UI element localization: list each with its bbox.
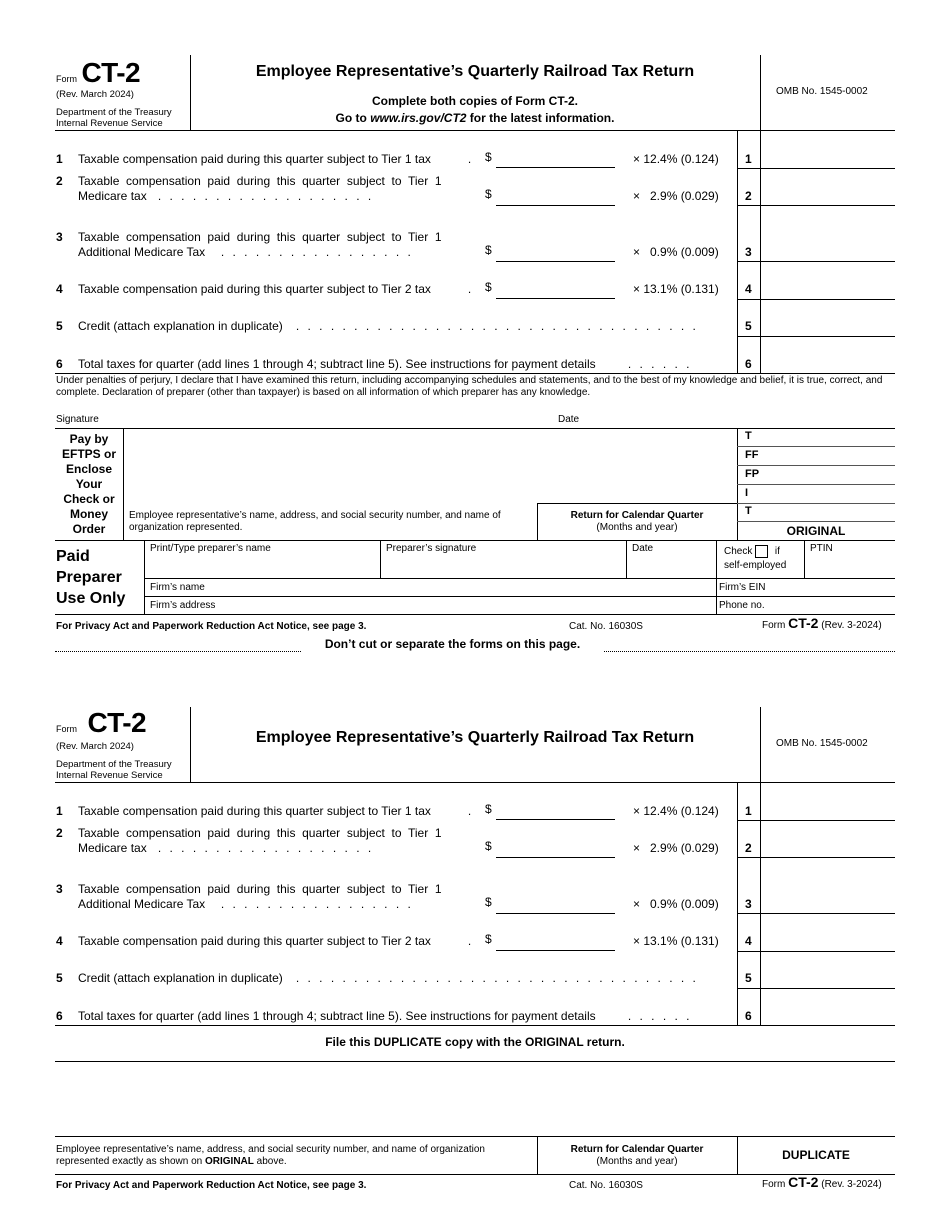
dup-box-3-label: 3 (745, 897, 752, 911)
dup-box-1-divider (737, 820, 895, 821)
form-id-block (56, 57, 140, 89)
dup-line-4-leader-dots: . (462, 934, 474, 948)
line-4-description: Taxable compensation paid during this quarter subject to Tier 2 tax (78, 282, 431, 296)
line-2-amount-field[interactable] (496, 189, 615, 205)
form-id-block-dup: Form CT-2 (56, 707, 147, 738)
box-5-divider (737, 336, 895, 337)
line-4-amount-field[interactable] (496, 282, 615, 298)
dup-line-6-number: 6 (56, 1009, 63, 1023)
footer-form-id: Form CT-2 (Rev. 3-2024) (762, 615, 882, 631)
phone-label: Phone no. (719, 600, 765, 611)
dup-line-3-dollar-sign: $ (485, 895, 492, 909)
code-t1: T (745, 430, 752, 442)
irs-label: Internal Revenue Service (56, 118, 163, 129)
box-4-divider (737, 299, 895, 300)
perjury-statement: Under penalties of perjury, I declare that I have examined this return, including accompanying schedules and statements, and to the best of my knowledge and belief, it is true, correct, and complete. Declaration of preparer (other than taxpayer) is based on all information of which preparer has any knowledge. (56, 375, 883, 398)
form-revision-dup: (Rev. March 2024) (56, 741, 134, 752)
paid-preparer-title: Paid Preparer Use Only (56, 548, 126, 607)
form-title-dup: Employee Representative’s Quarterly Railroad Tax Return (255, 729, 695, 746)
dup-line-2-amount-input[interactable] (496, 857, 615, 858)
dup-box-2-amount-field[interactable] (761, 840, 895, 857)
box-1-amount-field[interactable] (761, 151, 895, 168)
irs-link[interactable]: www.irs.gov/CT2 (370, 111, 467, 125)
dup-line-2-dollar-sign: $ (485, 839, 492, 853)
line-6-description: Total taxes for quarter (add lines 1 through 4; subtract line 5). See instructions for payment details (78, 357, 596, 371)
line-4-amount-input[interactable] (496, 298, 615, 299)
dup-line-2-rate: × 2.9% (0.029) (633, 841, 719, 855)
line-3-number: 3 (56, 230, 63, 244)
box-6-amount-field[interactable] (761, 356, 895, 373)
line-3-amount-field[interactable] (496, 245, 615, 261)
line-5-number: 5 (56, 319, 63, 333)
dup-box-4-label: 4 (745, 934, 752, 948)
dup-box-6-label: 6 (745, 1009, 752, 1023)
box-4-amount-field[interactable] (761, 282, 895, 299)
line-4-leader-dots: . (462, 282, 474, 296)
dup-line-3-leader-dots: . . . . . . . . . . . . . . . . . (215, 897, 414, 911)
line-1-amount-input[interactable] (496, 167, 615, 168)
return-quarter-label: Return for Calendar Quarter (570, 510, 704, 521)
dup-box-3-amount-field[interactable] (761, 896, 895, 913)
box-3-amount-field[interactable] (761, 244, 895, 261)
dup-box-5-label: 5 (745, 971, 752, 985)
preparer-signature-label: Preparer’s signature (386, 543, 477, 554)
dup-line-6-description: Total taxes for quarter (add lines 1 through 4; subtract line 5). See instructions for payment details (78, 1009, 596, 1023)
firm-ein-label: Firm’s EIN (719, 582, 766, 593)
box-3-label: 3 (745, 245, 752, 259)
code-fp: FP (745, 468, 760, 480)
employee-rep-field[interactable] (124, 429, 536, 509)
privacy-notice-dup: For Privacy Act and Paperwork Reduction Act Notice, see page 3. (56, 1180, 367, 1191)
dup-box-4-amount-field[interactable] (761, 934, 895, 951)
dup-line-3-amount-input[interactable] (496, 913, 615, 914)
dup-box-4-divider (737, 951, 895, 952)
line-5-description: Credit (attach explanation in duplicate) (78, 319, 283, 333)
dup-line-1-description: Taxable compensation paid during this quarter subject to Tier 1 tax (78, 804, 431, 818)
ptin-label: PTIN (810, 543, 833, 554)
line-1-description: Taxable compensation paid during this quarter subject to Tier 1 tax (78, 152, 431, 166)
line-1-leader-dots: . (462, 152, 474, 166)
dup-line-1-dollar-sign: $ (485, 802, 492, 816)
box-4-label: 4 (745, 282, 752, 296)
dup-line-2-description: Taxable compensation paid during this quarter subject to Tier 1 (78, 826, 442, 840)
cat-number-dup: Cat. No. 16030S (569, 1180, 643, 1191)
line-2-number: 2 (56, 174, 63, 188)
dept-treasury-dup: Department of the Treasury (56, 759, 172, 770)
dup-line-3-number: 3 (56, 882, 63, 896)
omb-number: OMB No. 1545-0002 (776, 86, 868, 97)
box-3-divider (737, 261, 895, 262)
line-3-description-cont: Additional Medicare Tax (78, 245, 206, 259)
self-employed-check-group: Check if (724, 546, 780, 558)
line-3-rate: × 0.9% (0.009) (633, 245, 719, 259)
dup-line-2-number: 2 (56, 826, 63, 840)
dup-box-5-divider (737, 988, 895, 989)
date-label: Date (558, 414, 580, 425)
return-quarter-label-dup: Return for Calendar Quarter (570, 1144, 704, 1155)
employee-rep-label: Employee representative’s name, address, and social security number, and name of organization represented. (129, 510, 501, 533)
form-revision: (Rev. March 2024) (56, 89, 134, 100)
dup-line-4-description: Taxable compensation paid during this quarter subject to Tier 2 tax (78, 934, 431, 948)
dup-line-4-number: 4 (56, 934, 63, 948)
cat-number: Cat. No. 16030S (569, 621, 643, 632)
box-2-label: 2 (745, 189, 752, 203)
self-employed-label: self-employed (724, 560, 787, 571)
signature-label: Signature (56, 414, 99, 425)
dup-box-2-divider (737, 857, 895, 858)
dup-line-3-amount-field[interactable] (496, 897, 615, 913)
dup-box-1-label: 1 (745, 804, 752, 818)
box-1-label: 1 (745, 152, 752, 166)
line-3-dollar-sign: $ (485, 243, 492, 257)
instruction-2: Go to www.irs.gov/CT2 for the latest information. (335, 111, 615, 125)
line-1-rate: × 12.4% (0.124) (633, 152, 719, 166)
line-3-leader-dots: . . . . . . . . . . . . . . . . . (215, 245, 414, 259)
line-4-number: 4 (56, 282, 63, 296)
line-2-rate: × 2.9% (0.029) (633, 189, 719, 203)
dup-line-6-leader-dots: . . . . . . (622, 1009, 693, 1023)
dup-line-1-leader-dots: . (462, 804, 474, 818)
line-2-description: Taxable compensation paid during this quarter subject to Tier 1 (78, 174, 442, 188)
omb-number-dup: OMB No. 1545-0002 (776, 738, 868, 749)
self-employed-checkbox[interactable] (755, 545, 768, 558)
firm-name-label: Firm’s name (150, 582, 205, 593)
dup-line-1-rate: × 12.4% (0.124) (633, 804, 719, 818)
privacy-notice: For Privacy Act and Paperwork Reduction Act Notice, see page 3. (56, 621, 367, 632)
form-number: CT-2 (81, 57, 141, 88)
dup-box-1-amount-field[interactable] (761, 803, 895, 820)
preparer-name-label: Print/Type preparer’s name (150, 543, 271, 554)
dup-line-5-leader-dots: . . . . . . . . . . . . . . . . . . . . . . . . . . . . . . . . . . . (290, 971, 699, 985)
line-1-amount-field[interactable] (496, 151, 615, 167)
dup-line-1-amount-input[interactable] (496, 819, 615, 820)
dept-treasury: Department of the Treasury (56, 107, 172, 118)
line-2-dollar-sign: $ (485, 187, 492, 201)
form-word: Form (56, 74, 77, 84)
code-i: I (745, 487, 749, 499)
dup-line-1-number: 1 (56, 804, 63, 818)
dup-box-2-label: 2 (745, 841, 752, 855)
form-title: Employee Representative’s Quarterly Railroad Tax Return (255, 63, 695, 80)
dup-line-2-description-cont: Medicare tax (78, 841, 147, 855)
line-6-leader-dots: . . . . . . (622, 357, 693, 371)
dup-line-5-number: 5 (56, 971, 63, 985)
line-4-dollar-sign: $ (485, 280, 492, 294)
dup-line-4-rate: × 13.1% (0.131) (633, 934, 719, 948)
box-1-divider (737, 168, 895, 169)
dup-line-4-amount-input[interactable] (496, 950, 615, 951)
box-2-divider (737, 205, 895, 206)
code-ff: FF (745, 449, 759, 461)
box-6-label: 6 (745, 357, 752, 371)
dup-line-4-amount-field[interactable] (496, 934, 615, 950)
line-1-dollar-sign: $ (485, 150, 492, 164)
line-6-number: 6 (56, 357, 63, 371)
duplicate-file-notice: File this DUPLICATE copy with the ORIGINAL return. (325, 1035, 625, 1049)
firm-address-label: Firm’s address (150, 600, 216, 611)
cut-notice: Don’t cut or separate the forms on this page. (324, 637, 581, 651)
box-5-amount-field[interactable] (761, 319, 895, 336)
dup-line-3-description: Taxable compensation paid during this quarter subject to Tier 1 (78, 882, 442, 896)
irs-label-dup: Internal Revenue Service (56, 770, 163, 781)
pay-by-block: Pay by EFTPS or Enclose Your Check or Money Order (61, 432, 116, 536)
dup-line-2-amount-field[interactable] (496, 841, 615, 857)
preparer-date-label: Date (632, 543, 654, 554)
box-2-amount-field[interactable] (761, 188, 895, 205)
employee-rep-label-dup: Employee representative’s name, address, and social security number, and name of organization represented exactly as shown on ORIGINAL above. (56, 1144, 485, 1167)
line-2-description-cont: Medicare tax (78, 189, 147, 203)
dup-line-1-amount-field[interactable] (496, 803, 615, 819)
dup-line-5-description: Credit (attach explanation in duplicate) (78, 971, 283, 985)
original-label: ORIGINAL (786, 524, 846, 538)
code-t2: T (745, 505, 752, 517)
dup-line-3-description-cont: Additional Medicare Tax (78, 897, 206, 911)
dup-line-2-leader-dots: . . . . . . . . . . . . . . . . . . . (152, 841, 374, 855)
dup-box-6-amount-field[interactable] (761, 1008, 895, 1025)
dup-line-3-rate: × 0.9% (0.009) (633, 897, 719, 911)
line-2-leader-dots: . . . . . . . . . . . . . . . . . . . (152, 189, 374, 203)
line-5-leader-dots: . . . . . . . . . . . . . . . . . . . . . . . . . . . . . . . . . . . (290, 319, 699, 333)
dup-line-4-dollar-sign: $ (485, 932, 492, 946)
line-3-amount-input[interactable] (496, 261, 615, 262)
line-1-number: 1 (56, 152, 63, 166)
line-3-description: Taxable compensation paid during this quarter subject to Tier 1 (78, 230, 442, 244)
footer-form-id-dup: Form CT-2 (Rev. 3-2024) (762, 1174, 882, 1190)
months-year-label: (Months and year) (596, 522, 678, 533)
duplicate-label: DUPLICATE (782, 1148, 850, 1162)
box-5-label: 5 (745, 319, 752, 333)
dup-box-3-divider (737, 913, 895, 914)
months-year-label-dup: (Months and year) (596, 1156, 678, 1167)
instruction-1: Complete both copies of Form CT-2. (371, 94, 578, 108)
dup-box-5-amount-field[interactable] (761, 971, 895, 988)
line-2-amount-input[interactable] (496, 205, 615, 206)
line-4-rate: × 13.1% (0.131) (633, 282, 719, 296)
